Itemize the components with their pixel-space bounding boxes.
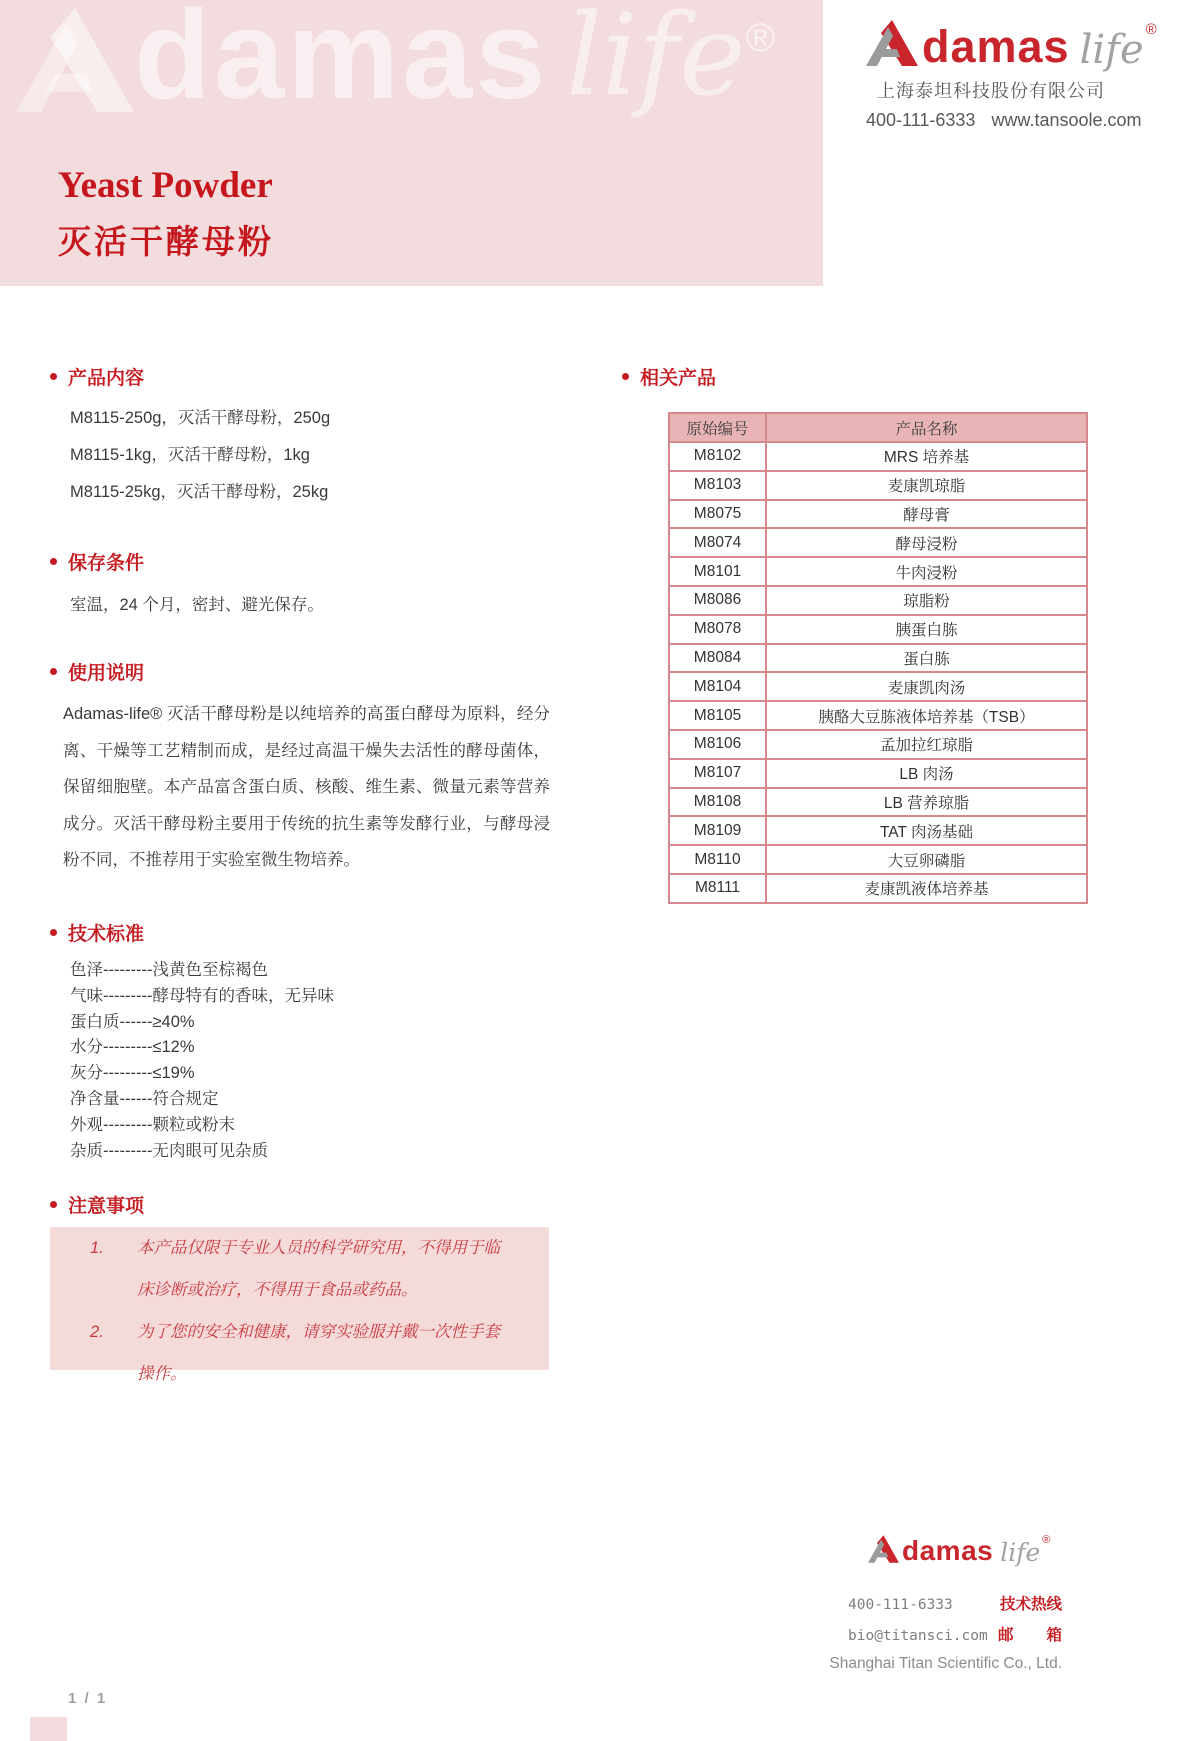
- footer-hotline-row: [848, 1592, 1062, 1614]
- table-row: [669, 644, 1087, 673]
- footer-contact-block: [848, 1592, 1062, 1654]
- spec-line: 净含量------符合规定: [70, 1089, 219, 1108]
- footer-company-name-en: Shanghai Titan Scientific Co., Ltd.: [829, 1655, 1062, 1672]
- product-name-cell: 琼脂粉: [766, 586, 1087, 615]
- spec-line: 水分---------≤12%: [70, 1038, 195, 1057]
- spec-line: 气味---------酵母特有的香味，无异味: [70, 986, 334, 1005]
- logo-life-text: life: [1079, 27, 1144, 73]
- section-title: 相关产品: [640, 368, 717, 389]
- product-code-cell: M8084: [669, 644, 766, 673]
- note-number: 2.: [90, 1323, 104, 1341]
- table-row: [669, 586, 1087, 615]
- section-title: 产品内容: [68, 368, 145, 389]
- product-item: M8115-250g，灭活干酵母粉，250g: [70, 409, 331, 427]
- product-name-cell: 胰蛋白胨: [766, 615, 1087, 644]
- product-name-cell: TAT 肉汤基础: [766, 816, 1087, 845]
- table-row: [669, 442, 1087, 471]
- footer-adamas-logo: [868, 1534, 1051, 1567]
- product-code-cell: M8104: [669, 672, 766, 701]
- table-row: [669, 471, 1087, 500]
- product-name-cell: 麦康凯肉汤: [766, 672, 1087, 701]
- section-title: 保存条件: [68, 553, 145, 574]
- table-row: [669, 759, 1087, 788]
- note-item: [50, 1227, 549, 1311]
- product-title-en: Yeast Powder: [58, 165, 273, 206]
- product-code-cell: M8107: [669, 759, 766, 788]
- company-logo-block: [866, 20, 1157, 131]
- product-code-cell: M8101: [669, 557, 766, 586]
- table-row: [669, 788, 1087, 817]
- related-products-table: [668, 412, 1088, 904]
- hotline-number: 400-111-6333: [866, 110, 976, 130]
- footer-corner-decoration: [30, 1717, 67, 1741]
- logo-damas-text: damas: [902, 1535, 994, 1567]
- bullet-icon: [50, 1201, 57, 1208]
- product-code-cell: M8106: [669, 730, 766, 759]
- section-title: 注意事项: [68, 1196, 145, 1217]
- logo-registered-mark: ®: [1042, 1534, 1051, 1546]
- notes-box: [50, 1227, 549, 1383]
- table-row: [669, 730, 1087, 759]
- product-code-cell: M8108: [669, 788, 766, 817]
- product-name-cell: 牛肉浸粉: [766, 557, 1087, 586]
- product-name-cell: 麦康凯琼脂: [766, 471, 1087, 500]
- bullet-icon: [50, 929, 57, 936]
- section-heading-related-products: [622, 363, 716, 390]
- product-name-cell: 大豆卵磷脂: [766, 845, 1087, 874]
- table-header-row: [669, 413, 1087, 442]
- note-item: [50, 1311, 549, 1395]
- table-row: [669, 845, 1087, 874]
- note-number: 1.: [90, 1239, 104, 1257]
- spec-list: [70, 958, 334, 1164]
- product-code-cell: M8111: [669, 874, 766, 903]
- product-item-list: [70, 406, 330, 517]
- adamas-triangle-watermark-icon: [16, 8, 134, 112]
- product-name-cell: LB 营养琼脂: [766, 788, 1087, 817]
- product-name-cell: 麦康凯液体培养基: [766, 874, 1087, 903]
- spec-line: 杂质---------无肉眼可见杂质: [70, 1141, 268, 1160]
- brand-watermark: [16, 0, 775, 126]
- usage-paragraph: Adamas-life® 灭活干酵母粉是以纯培养的高蛋白酵母为原料，经分离、干燥等工艺精制而成，是经过高温干燥失去活性的酵母菌体，保留细胞壁。本产品富含蛋白质、核酸、维生素、微量元素等营养成分。灭活干酵母粉主要用于传统的抗生素等发酵行业，与酵母浸粉不同，不推荐用于实验室微生物培养。: [63, 705, 550, 870]
- product-code-cell: M8078: [669, 615, 766, 644]
- website-link[interactable]: www.tansoole.com: [991, 110, 1142, 130]
- adamas-triangle-logo-icon: [868, 1535, 899, 1563]
- column-header-code: 原始编号: [669, 413, 766, 442]
- product-code-cell: M8074: [669, 528, 766, 557]
- product-title-block: [58, 166, 274, 263]
- section-heading-storage: [50, 548, 144, 575]
- spec-line: 色泽---------浅黄色至棕褐色: [70, 961, 268, 979]
- note-text: 本产品仅限于专业人员的科学研究用，不得用于临床诊断或治疗，不得用于食品或药品。: [137, 1239, 500, 1299]
- table-row: [669, 672, 1087, 701]
- product-item: M8115-1kg，灭活干酵母粉，1kg: [70, 446, 310, 464]
- adamas-triangle-logo-icon: [866, 20, 918, 66]
- spec-line: 蛋白质------≥40%: [70, 1012, 195, 1031]
- storage-text: 室温，24 个月，密封、避光保存。: [70, 596, 324, 614]
- note-text: 为了您的安全和健康，请穿实验服并戴一次性手套操作。: [137, 1323, 500, 1383]
- table-row: [669, 701, 1087, 730]
- bullet-icon: [50, 558, 57, 565]
- product-name-cell: 孟加拉红琼脂: [766, 730, 1087, 759]
- page-number: 1 / 1: [68, 1690, 108, 1707]
- product-code-cell: M8110: [669, 845, 766, 874]
- table-row: [669, 528, 1087, 557]
- footer-email-label: 邮箱: [998, 1627, 1062, 1644]
- product-name-cell: 蛋白胨: [766, 644, 1087, 673]
- bullet-icon: [622, 373, 629, 380]
- logo-life-text: life: [1000, 1538, 1041, 1567]
- product-name-cell: LB 肉汤: [766, 759, 1087, 788]
- footer-hotline-label: 技术热线: [999, 1596, 1062, 1613]
- bullet-icon: [50, 373, 57, 380]
- footer-email-link[interactable]: bio@titansci.com: [848, 1628, 988, 1644]
- product-name-cell: MRS 培养基: [766, 442, 1087, 471]
- section-heading-specs: [50, 919, 144, 946]
- table-row: [669, 557, 1087, 586]
- product-title-cn: 灭活干酵母粉: [58, 222, 274, 260]
- section-heading-product-content: [50, 363, 144, 390]
- product-code-cell: M8103: [669, 471, 766, 500]
- watermark-registered-mark: ®: [745, 16, 776, 60]
- product-code-cell: M8086: [669, 586, 766, 615]
- section-heading-usage: [50, 658, 144, 685]
- section-heading-notes: [50, 1191, 144, 1218]
- table-row: [669, 500, 1087, 529]
- product-name-cell: 胰酪大豆胨液体培养基（TSB）: [766, 701, 1087, 730]
- header-band: [0, 0, 823, 286]
- section-title: 技术标准: [68, 924, 145, 945]
- table-row: [669, 816, 1087, 845]
- header-contact-line: [866, 110, 1157, 131]
- product-name-cell: 酵母浸粉: [766, 528, 1087, 557]
- spec-line: 外观---------颗粒或粉末: [70, 1115, 235, 1134]
- product-code-cell: M8075: [669, 500, 766, 529]
- product-code-cell: M8102: [669, 442, 766, 471]
- logo-damas-text: damas: [922, 20, 1070, 72]
- footer-hotline-number: 400-111-6333: [848, 1597, 953, 1613]
- product-name-cell: 酵母膏: [766, 500, 1087, 529]
- section-title: 使用说明: [68, 663, 145, 684]
- table-row: [669, 615, 1087, 644]
- spec-line: 灰分---------≤19%: [70, 1064, 195, 1083]
- logo-registered-mark: ®: [1145, 21, 1157, 38]
- adamas-logo: [866, 20, 1157, 73]
- watermark-damas-text: damas: [134, 0, 549, 125]
- product-item: M8115-25kg，灭活干酵母粉，25kg: [70, 483, 329, 501]
- footer-email-row: [848, 1623, 1062, 1645]
- product-code-cell: M8109: [669, 816, 766, 845]
- bullet-icon: [50, 668, 57, 675]
- company-name-cn: 上海泰坦科技股份有限公司: [877, 81, 1105, 101]
- product-code-cell: M8105: [669, 701, 766, 730]
- table-row: [669, 874, 1087, 903]
- column-header-name: 产品名称: [766, 413, 1087, 442]
- watermark-life-text: life: [566, 0, 746, 121]
